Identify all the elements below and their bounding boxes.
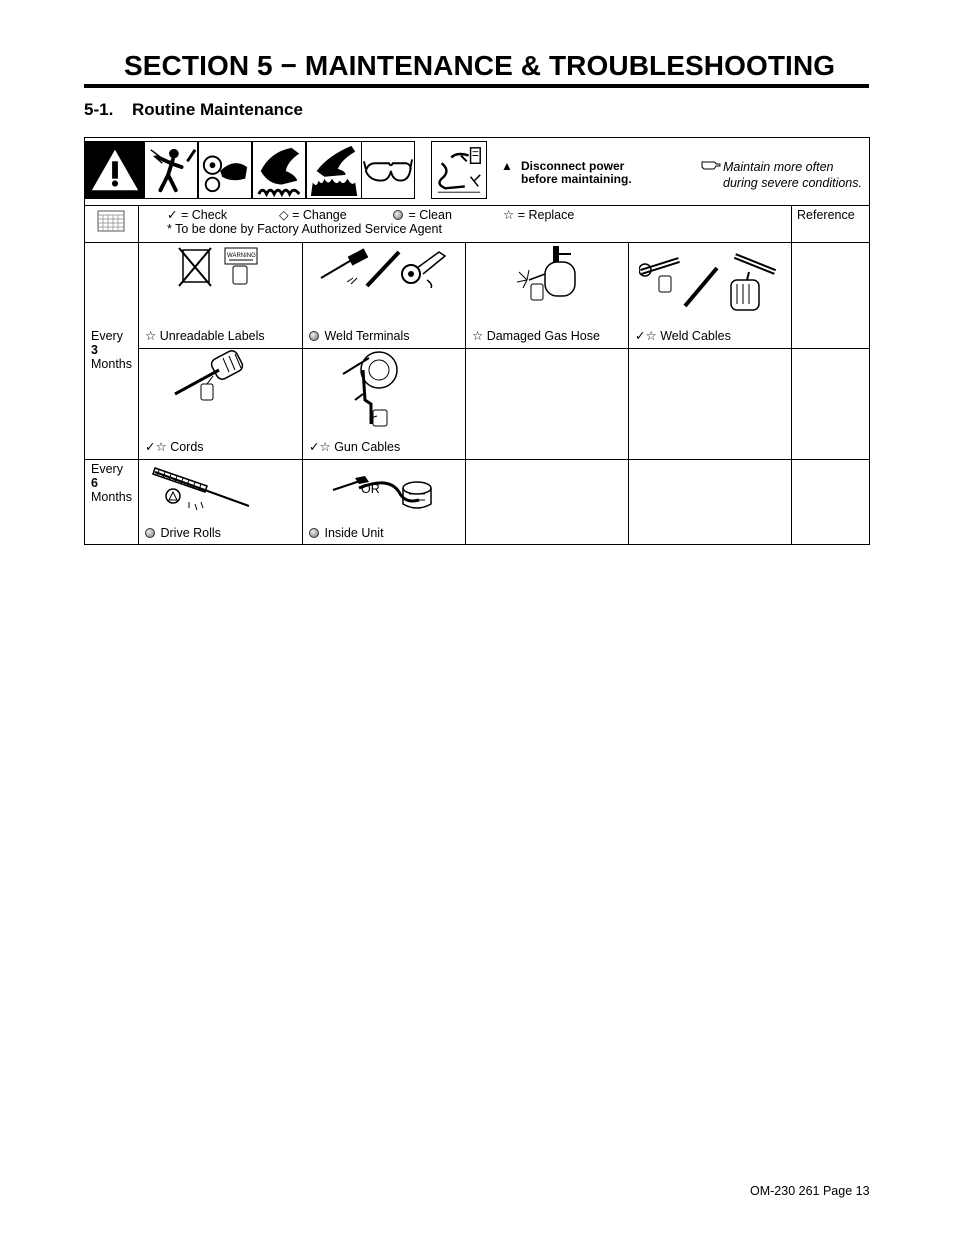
- months-number: 6: [91, 476, 98, 490]
- check-label: = Check: [180, 208, 228, 222]
- check-icon: ✓: [309, 440, 320, 454]
- item-label: Drive Rolls: [160, 526, 221, 540]
- item-drive-rolls: [145, 526, 221, 540]
- maintain-line2: during severe conditions.: [723, 176, 862, 190]
- divider: [138, 348, 869, 349]
- clean-label: = Clean: [408, 208, 452, 222]
- gun-cables-illustration: [325, 350, 425, 432]
- legend-replace: [503, 208, 574, 222]
- check-icon: ✓: [167, 208, 178, 222]
- subsection-title: [84, 100, 303, 120]
- legend-note: * To be done by Factory Authorized Service Agent: [167, 222, 442, 236]
- every-label: Every: [91, 329, 123, 343]
- clean-icon: [309, 528, 319, 538]
- legend-check: [167, 208, 227, 222]
- svg-text:WARNING: WARNING: [227, 253, 256, 259]
- divider: [628, 242, 629, 544]
- frequency-3-months: [91, 329, 132, 371]
- frequency-6-months: [91, 462, 132, 504]
- clean-icon: [393, 210, 403, 220]
- fire-icon: [306, 141, 362, 199]
- item-weld-terminals: [309, 329, 409, 343]
- item-gun-cables: [309, 440, 400, 454]
- months-number: 3: [91, 343, 98, 357]
- months-label: Months: [91, 357, 132, 371]
- weld-terminals-illustration: [319, 248, 449, 288]
- drive-rolls-illustration: [145, 462, 253, 518]
- legend-clean: [393, 208, 452, 222]
- weld-cables-illustration: [639, 246, 779, 316]
- or-label: OR: [361, 482, 380, 496]
- divider: [85, 205, 869, 206]
- check-icon: ✓: [635, 329, 646, 343]
- legend-change: [279, 208, 347, 222]
- item-cords: [145, 440, 204, 454]
- replace-icon: ☆: [319, 440, 331, 454]
- disconnect-line2: before maintaining.: [521, 172, 632, 186]
- moving-parts-icon: [198, 141, 252, 199]
- item-label: Weld Cables: [660, 329, 731, 343]
- item-label: Weld Terminals: [324, 329, 410, 343]
- inside-unit-illustration: [329, 464, 439, 516]
- item-label: Damaged Gas Hose: [486, 329, 600, 343]
- item-label: Gun Cables: [334, 440, 401, 454]
- disconnect-power-icon: [431, 141, 487, 199]
- maintenance-table: [84, 137, 870, 545]
- calendar-icon: [97, 210, 125, 232]
- section-title: SECTION 5 − MAINTENANCE & TROUBLESHOOTING: [124, 50, 836, 81]
- pointing-hand-icon: [701, 159, 721, 174]
- months-label: Months: [91, 490, 132, 504]
- section-rule: [84, 84, 869, 88]
- disconnect-bullet: ▲: [501, 159, 513, 173]
- divider: [85, 242, 869, 243]
- change-icon: ◇: [279, 208, 289, 222]
- disconnect-line1: Disconnect power: [521, 159, 625, 173]
- damaged-gas-hose-illustration: [515, 244, 585, 304]
- safety-glasses-icon: [361, 141, 415, 199]
- item-unreadable-labels: [145, 329, 265, 343]
- page-footer: OM-230 261 Page 13: [750, 1184, 870, 1198]
- unreadable-labels-illustration: [177, 246, 263, 290]
- maintain-line1: Maintain more often: [723, 160, 834, 174]
- item-label: Cords: [170, 440, 204, 454]
- electric-shock-icon: [144, 141, 198, 199]
- item-damaged-gas-hose: [472, 329, 600, 343]
- replace-icon: ☆: [155, 440, 167, 454]
- every-label: Every: [91, 462, 123, 476]
- reference-header: Reference: [797, 208, 855, 222]
- item-weld-cables: [635, 329, 731, 343]
- replace-label: = Replace: [517, 208, 575, 222]
- replace-icon: ☆: [645, 329, 657, 343]
- replace-icon: ☆: [145, 329, 157, 343]
- divider: [465, 242, 466, 544]
- check-icon: ✓: [145, 440, 156, 454]
- replace-icon: ☆: [472, 329, 484, 343]
- replace-icon: ☆: [503, 208, 515, 222]
- divider: [85, 459, 869, 460]
- divider: [791, 205, 792, 544]
- change-label: = Change: [292, 208, 347, 222]
- subsection-number: 5-1.: [84, 100, 114, 119]
- subsection-name: Routine Maintenance: [132, 100, 303, 119]
- clean-icon: [145, 528, 155, 538]
- hot-parts-icon: [252, 141, 306, 199]
- item-label: Unreadable Labels: [159, 329, 265, 343]
- warning-icon: [85, 141, 145, 199]
- clean-icon: [309, 331, 319, 341]
- divider: [138, 205, 139, 544]
- divider: [302, 242, 303, 544]
- item-inside-unit: [309, 526, 384, 540]
- item-label: Inside Unit: [324, 526, 384, 540]
- cords-illustration: [173, 350, 263, 410]
